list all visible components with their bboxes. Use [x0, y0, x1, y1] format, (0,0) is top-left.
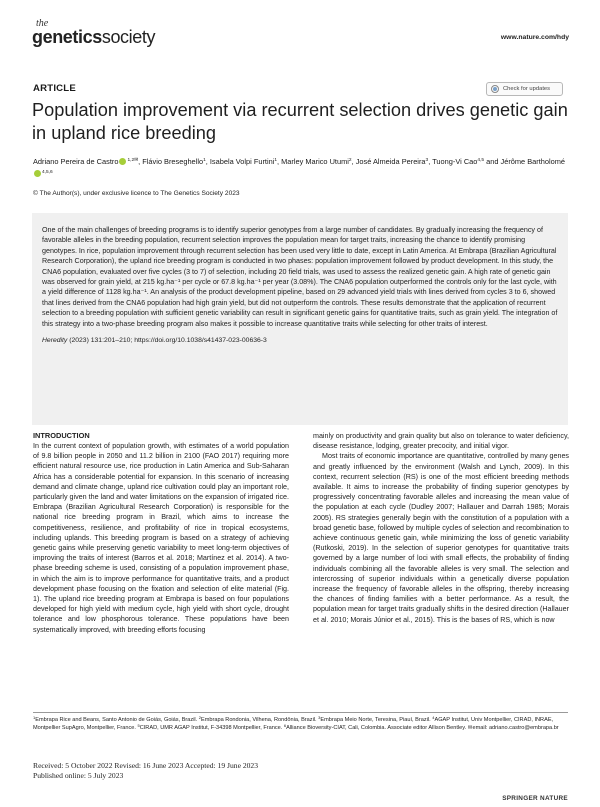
associate-editor: Associate editor Allison Bentley.: [387, 725, 468, 732]
article-title: Population improvement via recurrent selection drives genetic gain in upland rice breeding: [32, 100, 568, 143]
author-name[interactable]: Isabela Volpi Furtini: [209, 157, 275, 166]
article-dates: [33, 761, 258, 781]
body-column-right: [313, 431, 569, 625]
affiliation-marker: 4,5,6: [42, 170, 53, 175]
author-name[interactable]: Flávio Breseghello: [142, 157, 204, 166]
received-dates: Received: 5 October 2022 Revised: 16 June 2023 Accepted: 19 June 2023: [33, 761, 259, 770]
affiliation-number: 1: [33, 715, 36, 720]
author-separator: and: [484, 157, 501, 166]
affiliation-number: 2: [198, 715, 202, 720]
affiliation-text: CIRAD, UMR AGAP Institut, F-34398 Montpellier, France.: [139, 725, 284, 732]
article-type-label: ARTICLE: [33, 83, 76, 94]
abstract-box: [32, 213, 568, 425]
journal-logo: [32, 18, 212, 54]
author-separator: ,: [277, 157, 282, 166]
author-name[interactable]: José Almeida Pereira: [355, 157, 426, 166]
logo-the: the: [36, 18, 49, 29]
affiliation-text: Alliance Bioversity-CIAT, Cali, Colombia.: [286, 725, 388, 732]
affiliation-marker: 4,5: [477, 158, 485, 163]
author-separator: ,: [138, 157, 143, 166]
author-name[interactable]: Tuong-Vi Cao: [432, 157, 478, 166]
affiliation-number: 3: [318, 715, 321, 720]
affiliation-marker: 3: [425, 158, 429, 163]
citation-doi[interactable]: (2023) 131:201–210; https://doi.org/10.1038/s41437-023-00636-3: [67, 337, 267, 345]
publisher-logo: SPRINGER NATURE: [502, 795, 568, 802]
corresponding-email[interactable]: ✉email: adriano.castro@embrapa.br: [467, 725, 559, 732]
published-date: Published online: 5 July 2023: [33, 771, 124, 780]
orcid-icon[interactable]: [34, 170, 41, 177]
abstract-text: One of the main challenges of breeding programs is to identify superior genotypes from a large number of candidates. By gradually increasing the frequency of favorable alleles in the breeding population, recurrent selection improves the population mean for target traits, increasing the chance to identify promising genotypes. In rice, population improvement through recurrent selection has been used very little to date, except in Latin America. At Embrapa (Brazilian Agricultural Research Corporation), the upland rice breeding program is conducted in two phases: population improvement followed by product development. In this study, the CNA6 population, evaluated over five cycles (3 to 7) of selection, including 20 field trials, was used to assess the realized genetic gain. A high rate of genetic gain was observed for grain yield, at 215 kg.ha⁻¹ per cycle or 67.8 kg.ha⁻¹ per year (3.08%). The CNA6 population outperformed the controls only for the last cycle, with a yield difference of 1128 kg.ha⁻¹. An analysis of the product development pipeline, based on 29 advanced yield trials with lines derived from cycles 3 to 6, showed that lines derived from the CNA6 population had high grain yield, but did not outperform the controls. These results demonstrate that the application of recurrent selection to a breeding population with sufficient genetic variability can result in significant genetic gains for quantitative traits, such as grain yield. The integration of this strategy into a two-phase breeding program also makes it possible to increase quantitative traits while selecting for other traits of interest.: [42, 226, 558, 328]
affiliations-footnote: [33, 716, 568, 732]
affiliation-marker: 1: [274, 158, 278, 163]
body-paragraph: mainly on productivity and grain quality but also on tolerance to water deficiency, disease resistance, lodging, greater precocity, and initial vigor.: [313, 432, 569, 451]
section-heading-introduction: INTRODUCTION: [33, 431, 90, 440]
affiliation-number: 4: [432, 715, 435, 720]
author-name[interactable]: Adriano Pereira de Castro: [33, 157, 119, 166]
citation-journal: Heredity: [42, 337, 68, 345]
check-updates-icon: [491, 85, 499, 93]
author-separator: ,: [205, 157, 210, 166]
affiliation-number: 5: [137, 723, 140, 729]
check-for-updates-button[interactable]: [486, 82, 563, 96]
author-separator: ,: [428, 157, 433, 166]
body-paragraph: In the current context of population growth, with estimates of a world population of 9.8 billion people in 2050 and 11.2 billion in 2100 (FAO 2017) requiring more efficient natural resource use, rice production in Latin America and Sub-Saharan Africa has a considerable potential for expansion. In this scenario of increasing demand and climate change, upland rice cultivation could play an important role, particularly given the land and water limitations on the expansion of irrigated rice. Embrapa (Brazilian Agricultural Research Corporation) is responsible for the national rice breeding program in Brazil, which aims to increase the competitiveness, resilience, and profitability of rice in tropical ecosystems, including uplands. This breeding program is based on a strategy of achieving genetic gains while preserving genetic variability to meet long-term objectives of improving the traits of interest (Barros et al. 2018; Martínez et al. 2014). A two-phase breeding scheme is used, consisting of a population improvement phase, in which the aim is to improve performance for quantitative traits, and a product development phase focusing on the fixation and selection of elite material (Fig. 1). The upland rice breeding program at Embrapa is based on four populations developed for high yield with medium cycle, high yield with short cycle, drought tolerance and low phosphorous tolerance. These populations have been systematically improved, with breeding efforts focusing: [33, 442, 289, 634]
orcid-icon[interactable]: [119, 158, 126, 165]
body-paragraph: Most traits of economic importance are quantitative, controlled by many genes and greatly influenced by the environment (Walsh and Lynch, 2009). In this context, recurrent selection (RS) is one of the most efficient breeding methods available. It aims to increase the probability of finding superior genotypes by progressively concentrating favorable alleles and increasing the mean value of the population at each cycle (Dudley 2007; Hallauer and Darrah 1985; Morais 2005). RS strategies generally begin with the constitution of a population with a broad genetic base, followed by multiple cycles of selection and recombination to achieve continuous genetic gain, while minimizing the loss of genetic variability (Rutkoski, 2019). In the selection of superior genotypes for quantitative traits governed by a large number of loci with small effects, the probability of finding individuals combining all the favorable alleles is very small. The selection and intercrossing of superior individuals within a genetically diverse population increase the frequency of favorable alleles in the offspring, thereby increasing the chances of finding families with a better performance. As a result, the population mean for target traits gradually shifts in the desired direction (Hallauer et al. 2010; Morais Júnior et al., 2015). This is the bases of RS, which is now: [313, 452, 569, 624]
affiliation-text: AGAP Institut, Univ Montpellier, CIRAD, INRAE, Montpellier SupAgro, Montpellier, France.: [33, 717, 554, 732]
author-name[interactable]: Jérôme Bartholomé: [500, 157, 566, 166]
logo-genetics: genetics: [32, 27, 102, 47]
check-updates-label: Check for updates: [503, 86, 551, 92]
affiliation-marker: 2: [348, 158, 352, 163]
journal-url[interactable]: www.nature.com/hdy: [500, 34, 569, 41]
affiliation-text: Embrapa Rondonia, Vilhena, Rondônia, Brazil.: [201, 717, 319, 723]
affiliation-text: Embrapa Rice and Beans, Santo Antonio de Goiás, Goiás, Brazil.: [35, 717, 199, 723]
logo-wordmark: [32, 27, 155, 48]
logo-society: society: [101, 27, 156, 47]
author-list: [33, 156, 568, 180]
author-separator: ,: [351, 157, 356, 166]
citation-line: [42, 337, 558, 344]
body-column-left: [33, 431, 289, 635]
affiliation-marker: 1,2✉: [127, 158, 139, 163]
copyright-notice: © The Author(s), under exclusive licence to The Genetics Society 2023: [33, 190, 240, 197]
affiliation-number: 6: [283, 723, 287, 729]
affiliation-marker: 1: [203, 158, 206, 163]
affiliation-text: Embrapa Meio Norte, Teresina, Piauí, Brazil.: [320, 717, 433, 723]
footnote-divider: [33, 712, 568, 713]
author-name[interactable]: Marley Marico Utumi: [281, 157, 349, 166]
